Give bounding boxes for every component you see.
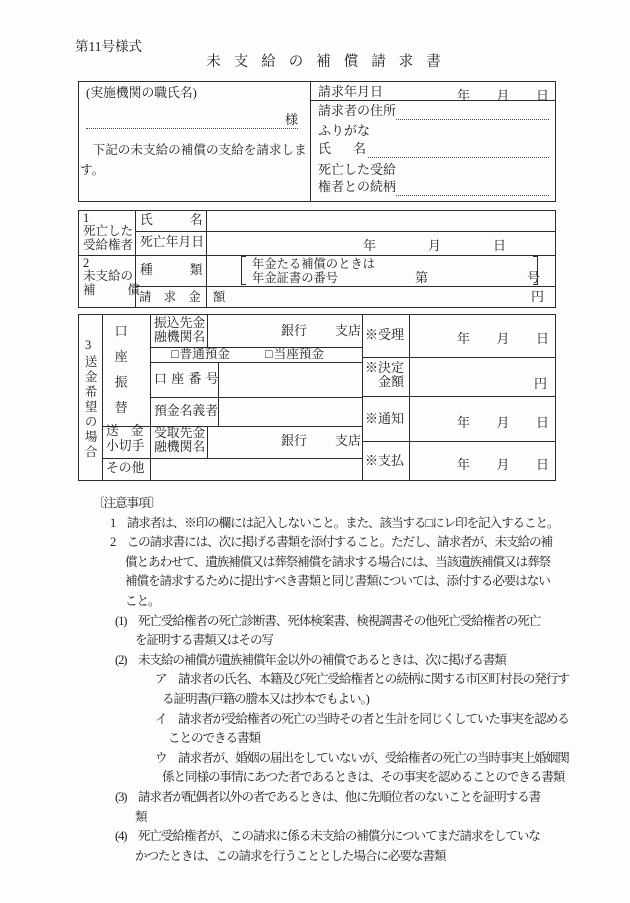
note-line: かつたときは、この請求を行うこととした場合に必要な書類 <box>135 848 446 863</box>
agency-title-label: (実施機関の職氏名) <box>86 86 197 100</box>
section3-heading-vertical: 送金希望の場合 <box>83 355 98 460</box>
claimant-name-label: 氏名 <box>318 141 389 156</box>
note-line: (2) 未支給の補償が遺族補償年金以外の補償であるときは、次に掲げる書類 <box>115 652 506 667</box>
office-payment-label: ※支払 <box>365 453 405 468</box>
year-label: 年 <box>457 457 471 472</box>
note-line: る証明書(戸籍の謄本又は抄本でもよい。) <box>162 692 369 706</box>
month-label: 月 <box>496 88 510 103</box>
table-divider <box>362 441 556 442</box>
form-number: 第11号様式 <box>75 39 142 54</box>
table-divider <box>362 357 556 358</box>
section1-number: 1 <box>83 211 90 225</box>
transfer-bank-label-line2: 融機関名 <box>154 330 206 344</box>
note-line: (3) 請求者が配偶者以外の者であるときは、他に先順位者のないことを証明する書 <box>115 790 541 804</box>
current-deposit-label: 当座預金 <box>273 347 324 361</box>
cheque-label-line1: 送金 <box>106 424 156 438</box>
relation-input-line[interactable] <box>396 180 549 196</box>
table-divider <box>102 314 103 481</box>
note-line: 〔注意事項〕 <box>92 496 161 510</box>
death-date-label: 死亡年月日 <box>140 235 204 249</box>
kind-note-line2: 年金証書の番号 <box>252 271 339 285</box>
relation-label-line1: 死亡した受給 <box>318 162 397 177</box>
year-label: 年 <box>457 331 471 346</box>
day-label: 日 <box>535 415 549 430</box>
section2-heading-line1: 未支給の <box>83 269 134 283</box>
note-line: 係と同様の事情にあつた者であるときは、その事実を認めることのできる書類 <box>162 770 565 785</box>
office-notice-label: ※通知 <box>365 411 405 426</box>
account-transfer-vertical-label: 口座振替 <box>112 324 128 426</box>
note-line: こと。 <box>125 594 160 608</box>
office-payment-ymd <box>457 454 549 473</box>
branch-suffix-label: 支店 <box>335 323 362 338</box>
note-line: ウ 請求者が、婚姻の届出をしていないが、受給権者の死亡の当時事実上婚姻関 <box>155 750 569 765</box>
note-line: 1 請求者は、※印の欄には記入しないこと。また、該当する□にレ印を記入すること。 <box>110 515 559 530</box>
note-line: を証明する書類又はその写 <box>135 633 273 648</box>
section2-number: 2 <box>83 256 90 270</box>
cheque-label-line2: 小切手 <box>106 439 145 453</box>
agency-name-input-line[interactable] <box>86 108 298 129</box>
request-sentence-line2: す。 <box>80 163 105 177</box>
certificate-no-prefix: 第 <box>415 270 429 285</box>
account-number-label: 口座番号 <box>154 372 224 386</box>
month-label: 月 <box>496 331 510 346</box>
year-label: 年 <box>457 415 471 430</box>
office-receipt-ymd <box>457 328 549 347</box>
transfer-bank-label-line1: 振込先金 <box>154 316 206 330</box>
office-receipt-label: ※受理 <box>365 327 405 342</box>
ordinary-deposit-label: 普通預金 <box>179 347 230 361</box>
deceased-name-label: 氏名 <box>140 213 240 227</box>
year-label: 年 <box>457 88 471 103</box>
day-label: 日 <box>535 457 549 472</box>
office-decision-label-line2: 金額 <box>378 374 405 389</box>
table-divider <box>409 314 410 481</box>
office-decision-label-line1: ※決定 <box>365 360 405 375</box>
note-line: 償とあわせて、遺族補償又は葬祭補償を請求する場合には、当該遺族補償又は葬祭 <box>125 554 551 569</box>
other-method-input-area[interactable] <box>151 459 361 480</box>
table-divider <box>362 314 363 481</box>
ordinary-deposit-option[interactable] <box>171 348 230 361</box>
month-label: 月 <box>496 415 510 430</box>
table-divider <box>362 396 556 397</box>
account-holder-input-area[interactable] <box>219 398 361 425</box>
bank-suffix-label: 銀行 <box>281 433 308 448</box>
note-line: (1) 死亡受給権者の死亡診断書、死体検案書、検視調書その他死亡受給権者の死亡 <box>115 613 541 628</box>
claim-date-ymd <box>457 85 549 104</box>
deceased-name-input-area[interactable] <box>207 211 555 230</box>
relation-label-line2: 権者との続柄 <box>318 179 397 194</box>
current-deposit-option[interactable] <box>265 348 324 361</box>
kind-label: 種類 <box>140 263 240 277</box>
kind-note-line1: 年金たる補償のときは <box>252 257 375 271</box>
year-label: 年 <box>363 238 377 253</box>
note-line: イ 請求者が受給権者の死亡の当時その者と生計を同じくしていた事実を認める <box>155 711 569 726</box>
section2-heading-line2: 補償 <box>83 283 173 297</box>
table-divider <box>135 231 556 232</box>
receive-bank-label-line1: 受取先金 <box>154 426 206 440</box>
amount-input-area[interactable] <box>207 287 527 307</box>
bracket-open <box>241 256 246 285</box>
death-date-ymd <box>363 235 506 254</box>
branch-suffix-label: 支店 <box>335 433 362 448</box>
month-label: 月 <box>496 457 510 472</box>
day-label: 日 <box>535 331 549 346</box>
amount-yen-label: 円 <box>531 289 545 304</box>
claimant-address-label: 請求者の住所 <box>318 103 397 118</box>
sama-suffix: 様 <box>284 112 298 127</box>
furigana-label: ふりがな <box>318 123 371 138</box>
name-input-line[interactable] <box>368 142 549 158</box>
certificate-no-suffix: 号 <box>527 270 541 285</box>
note-line: (4) 死亡受給権者が、この請求に係る未支給の補償分についてまだ請求をしていな <box>115 829 540 844</box>
note-line: 2 この請求書には、次に掲げる書類を添付すること。ただし、請求者が、未支給の補 <box>110 535 552 550</box>
account-holder-label: 預金名義者 <box>154 404 218 418</box>
section1-heading-line1: 死亡した <box>83 224 134 238</box>
page-title: 未支給の補償請求書 <box>206 54 454 70</box>
request-sentence-line1: 下記の未支給の補償の支給を請求しま <box>80 143 307 157</box>
bank-suffix-label: 銀行 <box>281 323 308 338</box>
day-label: 日 <box>535 88 549 103</box>
note-line: 補償を請求するために提出すべき書類と同じ書類については、添付する必要はない <box>125 574 550 589</box>
amount-label: 請 求 金 額 <box>139 290 230 304</box>
section1-heading-line2: 受給権者 <box>83 238 134 252</box>
claim-date-label: 請求年月日 <box>318 84 384 99</box>
office-notice-ymd <box>457 412 549 431</box>
checkbox-current-icon[interactable]: □ <box>265 347 273 361</box>
note-line: ア 請求者の氏名、本籍及び死亡受給権者との続柄に関する市区町村長の発行す <box>155 672 569 687</box>
other-method-label: その他 <box>106 461 145 475</box>
section3-number: 3 <box>85 338 92 352</box>
note-line: ことのできる書類 <box>168 731 260 746</box>
office-decision-yen-label: 円 <box>534 376 548 391</box>
note-line: 類 <box>135 809 147 824</box>
receive-bank-label-line2: 融機関名 <box>154 440 206 454</box>
month-label: 月 <box>427 238 441 253</box>
table-divider <box>78 255 556 256</box>
day-label: 日 <box>492 238 506 253</box>
address-input-line[interactable] <box>396 104 549 120</box>
account-number-input-area[interactable] <box>219 363 361 396</box>
checkbox-ordinary-icon[interactable]: □ <box>171 347 179 361</box>
